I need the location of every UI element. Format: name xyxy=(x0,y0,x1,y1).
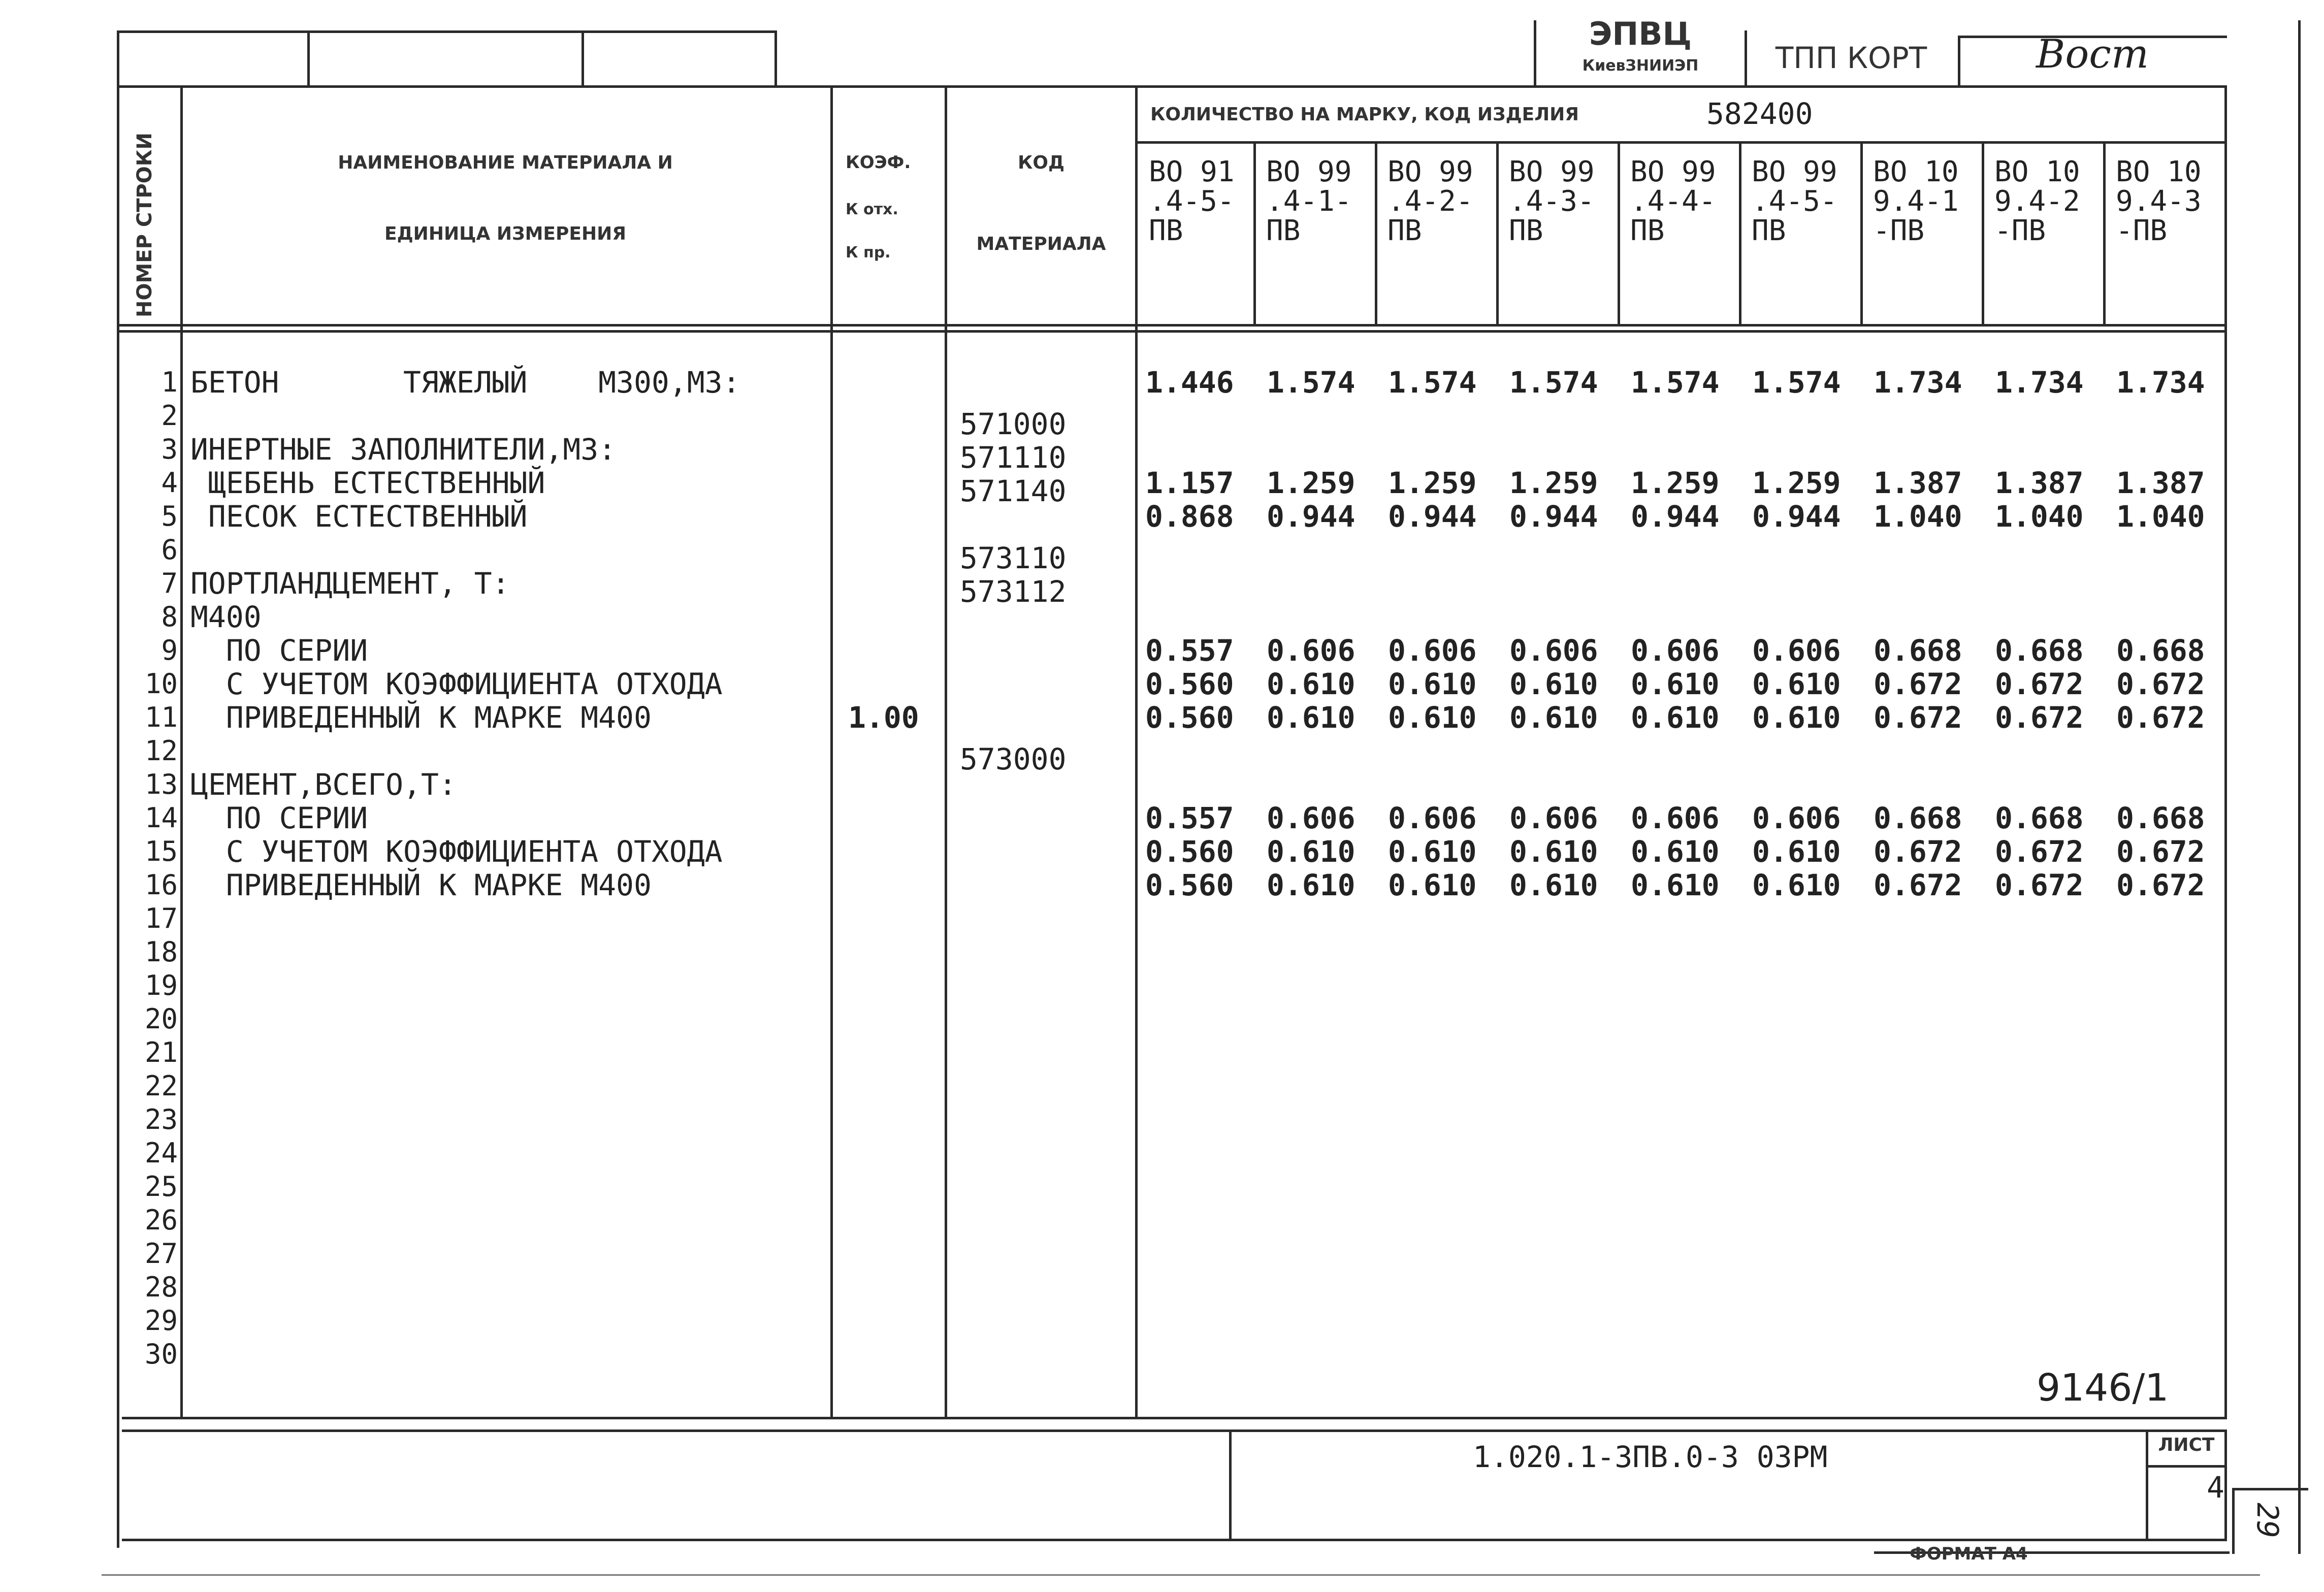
mark-header-line: ВО 99 xyxy=(1630,155,1716,188)
row-number: 7 xyxy=(161,567,178,599)
mark-header-line: ПВ xyxy=(1509,214,1543,247)
quantity-value: 0.606 xyxy=(1267,633,1355,668)
mark-header-line: -ПВ xyxy=(1994,214,2046,247)
material-code: 573000 xyxy=(960,742,1067,776)
sheet-label: ЛИСТ xyxy=(2158,1435,2215,1455)
quantity-value: 0.610 xyxy=(1267,834,1355,869)
material-code: 571140 xyxy=(960,474,1067,508)
quantity-value: 1.387 xyxy=(1874,466,1962,500)
header-product-code: 582400 xyxy=(1706,96,1813,131)
quantity-value: 1.259 xyxy=(1631,466,1720,500)
header-row-number: НОМЕР СТРОКИ xyxy=(133,133,156,317)
quantity-value: 0.672 xyxy=(2116,667,2205,701)
quantity-value: 0.672 xyxy=(2116,834,2205,869)
row-number: 9 xyxy=(161,634,178,666)
header-bottom-line-2 xyxy=(117,330,2227,333)
mark-divider xyxy=(1496,141,1499,327)
quantity-value: 0.606 xyxy=(1509,801,1598,835)
quantity-value: 0.668 xyxy=(2116,633,2205,668)
row-number: 21 xyxy=(144,1036,178,1068)
row-number: 24 xyxy=(144,1137,178,1169)
quantity-value: 0.944 xyxy=(1631,499,1720,534)
row-number: 19 xyxy=(144,969,178,1001)
material-code: 571000 xyxy=(960,407,1067,441)
stamp-signature: Вост xyxy=(2036,31,2149,77)
material-name: БЕТОН ТЯЖЕЛЫЙ М300,М3: xyxy=(190,365,740,400)
header-coef-1: КОЭФ. xyxy=(846,152,911,173)
quantity-value: 0.672 xyxy=(2116,700,2205,735)
top-stamp-divider xyxy=(774,30,777,86)
left-border xyxy=(117,85,119,1548)
quantity-value: 0.668 xyxy=(1874,801,1962,835)
stamp-border xyxy=(1534,20,1536,86)
mark-header-line: ПВ xyxy=(1752,214,1786,247)
row-number: 11 xyxy=(144,701,178,733)
row-number: 14 xyxy=(144,802,178,834)
material-name: М400 xyxy=(190,600,262,634)
header-bottom-line xyxy=(117,324,2227,327)
mark-header-line: ПВ xyxy=(1266,214,1301,247)
quantity-value: 0.610 xyxy=(1752,667,1841,701)
mark-header-line: .4-1- xyxy=(1266,185,1352,218)
quantity-value: 0.610 xyxy=(1267,868,1355,902)
mark-divider xyxy=(2103,141,2106,327)
mark-header-line: ВО 99 xyxy=(1387,155,1473,188)
quantity-value: 0.610 xyxy=(1388,868,1477,902)
coefficient: 1.00 xyxy=(848,700,919,735)
page-box-border xyxy=(2232,1488,2235,1554)
row-number: 5 xyxy=(161,500,178,532)
header-material-name-2: ЕДИНИЦА ИЗМЕРЕНИЯ xyxy=(384,223,626,244)
quantity-value: 1.259 xyxy=(1267,466,1355,500)
quantity-value: 1.040 xyxy=(1995,499,2084,534)
row-number: 13 xyxy=(144,768,178,800)
quantity-value: 1.387 xyxy=(1995,466,2084,500)
material-code: 571110 xyxy=(960,440,1067,475)
quantity-value: 0.672 xyxy=(1874,834,1962,869)
quantity-value: 0.606 xyxy=(1267,801,1355,835)
header-coef-2: К отх. xyxy=(846,201,898,218)
mark-divider xyxy=(1375,141,1377,327)
quantity-value: 0.668 xyxy=(1874,633,1962,668)
quantity-value: 0.944 xyxy=(1752,499,1841,534)
footer-bottom-line xyxy=(122,1539,2227,1541)
quantity-value: 0.557 xyxy=(1145,801,1234,835)
mark-header-line: ПВ xyxy=(1630,214,1665,247)
stamp-border xyxy=(1958,36,1960,86)
footer-divider xyxy=(1229,1429,1232,1541)
quantity-value: 0.672 xyxy=(1874,700,1962,735)
mark-header-line: ВО 10 xyxy=(2116,155,2202,188)
mark-header-line: 9.4-3 xyxy=(2116,185,2202,218)
row-number: 29 xyxy=(144,1305,178,1337)
mark-header-line: 9.4-1 xyxy=(1873,185,1959,218)
quantity-value: 0.610 xyxy=(1631,700,1720,735)
quantity-value: 0.606 xyxy=(1631,801,1720,835)
header-code-2: МАТЕРИАЛА xyxy=(976,234,1106,254)
mark-divider xyxy=(1618,141,1620,327)
col-divider-name xyxy=(830,85,833,1418)
material-name: ЦЕМЕНТ,ВСЕГО,Т: xyxy=(190,767,457,802)
stamp-org-bottom: КиевЗНИИЭП xyxy=(1582,57,1699,75)
row-number: 23 xyxy=(144,1103,178,1135)
quantity-value: 1.574 xyxy=(1509,365,1598,400)
row-number: 28 xyxy=(144,1271,178,1303)
col-divider-coef xyxy=(945,85,947,1418)
quantity-value: 0.668 xyxy=(1995,633,2084,668)
quantity-value: 0.610 xyxy=(1752,700,1841,735)
quantity-value: 1.574 xyxy=(1631,365,1720,400)
quantity-value: 0.610 xyxy=(1631,834,1720,869)
footer-right-border xyxy=(2224,1429,2227,1541)
material-name: ПО СЕРИИ xyxy=(190,633,368,668)
stamp-tpp: ТПП КОРТ xyxy=(1775,41,1927,75)
row-number: 3 xyxy=(161,433,178,465)
material-name: ПРИВЕДЕННЫЙ К МАРКЕ М400 xyxy=(190,868,652,902)
quantity-value: 0.560 xyxy=(1145,868,1234,902)
row-number: 16 xyxy=(144,869,178,901)
quantity-value: 0.606 xyxy=(1388,801,1477,835)
quantity-value: 0.944 xyxy=(1388,499,1477,534)
quantity-value: 0.944 xyxy=(1509,499,1598,534)
mark-header-line: ПВ xyxy=(1149,214,1183,247)
quantity-value: 0.610 xyxy=(1267,700,1355,735)
material-name: ПЕСОК ЕСТЕСТВЕННЫЙ xyxy=(190,499,528,534)
row-number: 27 xyxy=(144,1238,178,1270)
row-number: 18 xyxy=(144,936,178,968)
quantity-value: 1.157 xyxy=(1145,466,1234,500)
quantity-value: 0.557 xyxy=(1145,633,1234,668)
quantity-value: 0.560 xyxy=(1145,700,1234,735)
material-name: ПОРТЛАНДЦЕМЕНТ, Т: xyxy=(190,566,510,601)
quantity-value: 0.610 xyxy=(1267,667,1355,701)
col-divider-code xyxy=(1135,85,1138,1418)
quantity-value: 0.672 xyxy=(1995,700,2084,735)
row-number: 12 xyxy=(144,735,178,767)
row-number: 1 xyxy=(161,366,178,398)
qty-header-line xyxy=(1138,141,2227,144)
quantity-value: 0.610 xyxy=(1509,667,1598,701)
row-number: 15 xyxy=(144,835,178,867)
quantity-value: 0.672 xyxy=(2116,868,2205,902)
mark-divider xyxy=(1739,141,1741,327)
row-number: 17 xyxy=(144,902,178,934)
quantity-value: 1.040 xyxy=(2116,499,2205,534)
mark-header-line: .4-5- xyxy=(1752,185,1837,218)
quantity-value: 0.610 xyxy=(1509,700,1598,735)
quantity-value: 1.574 xyxy=(1388,365,1477,400)
quantity-value: 0.610 xyxy=(1388,667,1477,701)
mark-header-line: 9.4-2 xyxy=(1994,185,2080,218)
quantity-value: 0.610 xyxy=(1509,834,1598,869)
quantity-value: 0.610 xyxy=(1631,667,1720,701)
quantity-value: 0.672 xyxy=(1995,667,2084,701)
mark-header-line: ВО 99 xyxy=(1752,155,1837,188)
quantity-value: 0.672 xyxy=(1995,834,2084,869)
row-number: 22 xyxy=(144,1070,178,1102)
quantity-value: 1.734 xyxy=(1874,365,1962,400)
sheet-label-line xyxy=(2146,1465,2227,1468)
document-code: 1.020.1-3ПВ.0-3 03РМ xyxy=(1473,1440,1828,1474)
header-qty-label: КОЛИЧЕСТВО НА МАРКУ, КОД ИЗДЕЛИЯ xyxy=(1150,104,1579,125)
mark-header-line: -ПВ xyxy=(2116,214,2168,247)
quantity-value: 0.606 xyxy=(1388,633,1477,668)
quantity-value: 0.606 xyxy=(1752,633,1841,668)
top-stamp-divider xyxy=(582,30,584,86)
quantity-value: 1.574 xyxy=(1752,365,1841,400)
material-name: ЩЕБЕНЬ ЕСТЕСТВЕННЫЙ xyxy=(190,466,545,500)
quantity-value: 1.259 xyxy=(1752,466,1841,500)
table-bottom-line xyxy=(122,1417,2227,1419)
mark-header-line: ВО 91 xyxy=(1149,155,1235,188)
material-name: С УЧЕТОМ КОЭФФИЦИЕНТА ОТХОДА xyxy=(190,834,723,869)
mark-divider xyxy=(1253,141,1256,327)
material-name: С УЧЕТОМ КОЭФФИЦИЕНТА ОТХОДА xyxy=(190,667,723,701)
row-number: 10 xyxy=(144,668,178,700)
row-number: 26 xyxy=(144,1204,178,1236)
mark-header-line: .4-5- xyxy=(1149,185,1235,218)
quantity-value: 1.734 xyxy=(1995,365,2084,400)
quantity-value: 1.259 xyxy=(1388,466,1477,500)
quantity-value: 1.040 xyxy=(1874,499,1962,534)
top-stamp-divider xyxy=(307,30,310,86)
quantity-value: 0.944 xyxy=(1267,499,1355,534)
mark-header-line: .4-4- xyxy=(1630,185,1716,218)
material-name: ПРИВЕДЕННЫЙ К МАРКЕ М400 xyxy=(190,700,652,735)
quantity-value: 0.560 xyxy=(1145,667,1234,701)
col-divider-rownum xyxy=(180,85,183,1418)
quantity-value: 1.574 xyxy=(1267,365,1355,400)
footer-line xyxy=(122,1429,2227,1432)
page-bottom-line xyxy=(102,1574,2260,1576)
quantity-value: 0.606 xyxy=(1631,633,1720,668)
material-name: ПО СЕРИИ xyxy=(190,801,368,835)
row-number: 25 xyxy=(144,1171,178,1203)
row-number: 8 xyxy=(161,601,178,633)
quantity-value: 0.868 xyxy=(1145,499,1234,534)
mark-header-line: .4-2- xyxy=(1387,185,1473,218)
quantity-value: 1.446 xyxy=(1145,365,1234,400)
material-code: 573112 xyxy=(960,574,1067,609)
material-name: ИНЕРТНЫЕ ЗАПОЛНИТЕЛИ,М3: xyxy=(190,432,617,467)
page-side-number: 29 xyxy=(2250,1503,2285,1538)
header-code-1: КОД xyxy=(1017,152,1065,173)
quantity-value: 0.610 xyxy=(1752,868,1841,902)
quantity-value: 0.672 xyxy=(1874,868,1962,902)
quantity-value: 0.606 xyxy=(1752,801,1841,835)
right-edge-line xyxy=(2298,20,2301,1554)
mark-header-line: ВО 99 xyxy=(1509,155,1595,188)
mark-header-line: ВО 10 xyxy=(1873,155,1959,188)
quantity-value: 0.610 xyxy=(1388,700,1477,735)
quantity-value: 0.672 xyxy=(1874,667,1962,701)
table-top-border xyxy=(117,85,2227,88)
mark-header-line: ВО 10 xyxy=(1994,155,2080,188)
mark-header-line: ВО 99 xyxy=(1266,155,1352,188)
quantity-value: 0.668 xyxy=(2116,801,2205,835)
sheet-number: 4 xyxy=(2207,1470,2224,1505)
quantity-value: 1.734 xyxy=(2116,365,2205,400)
quantity-value: 0.668 xyxy=(1995,801,2084,835)
row-number: 2 xyxy=(161,400,178,432)
quantity-value: 0.606 xyxy=(1509,633,1598,668)
material-code: 573110 xyxy=(960,541,1067,575)
mark-header-line: -ПВ xyxy=(1873,214,1925,247)
row-number: 6 xyxy=(161,534,178,566)
header-material-name-1: НАИМЕНОВАНИЕ МАТЕРИАЛА И xyxy=(338,152,673,173)
quantity-value: 0.672 xyxy=(1995,868,2084,902)
quantity-value: 0.610 xyxy=(1631,868,1720,902)
row-number: 4 xyxy=(161,467,178,499)
quantity-value: 1.387 xyxy=(2116,466,2205,500)
mark-header-line: .4-3- xyxy=(1509,185,1595,218)
format-label: ФОРМАТ А4 xyxy=(1910,1544,2028,1564)
sheet-reference: 9146/1 xyxy=(2037,1366,2169,1410)
header-coef-3: К пр. xyxy=(846,244,891,262)
quantity-value: 0.610 xyxy=(1388,834,1477,869)
right-border xyxy=(2224,85,2227,1418)
stamp-org-top: ЭПВЦ xyxy=(1589,15,1692,52)
row-number: 30 xyxy=(144,1338,178,1370)
quantity-value: 0.610 xyxy=(1509,868,1598,902)
mark-divider xyxy=(1982,141,1984,327)
page-box-border xyxy=(2232,1488,2308,1490)
top-stamp-line xyxy=(117,30,777,33)
quantity-value: 0.610 xyxy=(1752,834,1841,869)
mark-divider xyxy=(1860,141,1863,327)
row-number: 20 xyxy=(144,1003,178,1035)
mark-header-line: ПВ xyxy=(1387,214,1422,247)
quantity-value: 1.259 xyxy=(1509,466,1598,500)
quantity-value: 0.560 xyxy=(1145,834,1234,869)
top-stamp-divider xyxy=(117,30,119,86)
